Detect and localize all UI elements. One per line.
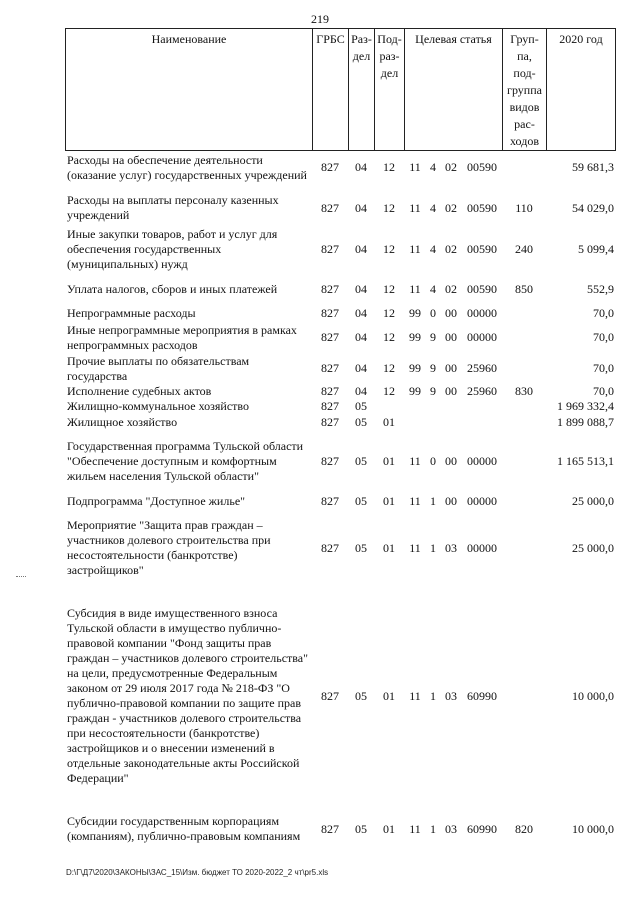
cell-d: 00000 — [467, 454, 497, 468]
header-name: Наименование — [66, 29, 313, 151]
cell-c: 03 — [445, 821, 457, 836]
header-year: 2020 год — [547, 29, 616, 151]
cell-sum: 1 165 513,1 — [557, 454, 614, 468]
cell-pr: 12 — [383, 384, 395, 398]
header-group: Груп- па, под- группа видов рас- ходов — [503, 29, 547, 151]
table-row — [65, 274, 615, 304]
cell-a: 99 — [409, 361, 421, 375]
cell-rz: 05 — [355, 414, 367, 429]
cell-grbs: 827 — [321, 821, 339, 836]
page-number: 219 — [311, 12, 329, 26]
cell-a: 11 — [409, 160, 421, 174]
cell-name: Непрограммные расходы — [67, 305, 196, 320]
cell-sum: 59 681,3 — [572, 160, 614, 174]
cell-grbs: 827 — [321, 493, 339, 508]
cell-rz: 04 — [355, 241, 367, 256]
cell-a: 11 — [409, 540, 421, 555]
cell-name: Расходы на выплаты персоналу казенных учреждений — [67, 193, 279, 222]
cell-b: 1 — [430, 688, 436, 703]
cell-c: 02 — [445, 281, 457, 296]
cell-pr: 12 — [383, 200, 395, 215]
cell-d: 00000 — [467, 305, 497, 320]
cell-pr: 01 — [383, 493, 395, 508]
cell-pr: 12 — [383, 361, 395, 375]
cell-c: 02 — [445, 200, 457, 215]
cell-name: Субсидии государственным корпорациям (компаниям), публично-правовым компаниям — [67, 814, 301, 843]
table-row — [65, 399, 615, 414]
cell-b: 9 — [430, 361, 436, 375]
cell-d: 00590 — [467, 241, 497, 256]
table-row — [65, 224, 615, 274]
cell-grbs: 827 — [321, 305, 339, 320]
cell-sum: 70,0 — [593, 361, 614, 375]
cell-a: 99 — [409, 384, 421, 398]
cell-grbs: 827 — [321, 384, 339, 398]
table-body — [65, 143, 615, 853]
table-row — [65, 192, 615, 224]
table-row — [65, 322, 615, 353]
cell-sum: 70,0 — [593, 305, 614, 320]
table-row — [65, 143, 615, 192]
cell-d: 00590 — [467, 281, 497, 296]
cell-grbs: 827 — [321, 160, 339, 174]
cell-rz: 05 — [355, 493, 367, 508]
cell-b: 4 — [430, 281, 436, 296]
cell-d: 25960 — [467, 361, 497, 375]
cell-a: 11 — [409, 688, 421, 703]
cell-rz: 04 — [355, 384, 367, 398]
cell-rz: 05 — [355, 399, 367, 413]
cell-b: 4 — [430, 200, 436, 215]
cell-b: 1 — [430, 540, 436, 555]
table-row — [65, 493, 615, 509]
cell-name: Государственная программа Тульской области "Обеспечение доступным и комфортным жильем населения Тульской области" — [67, 439, 304, 483]
cell-sum: 1 969 332,4 — [557, 399, 614, 413]
cell-pr: 01 — [383, 540, 395, 555]
cell-grp: 850 — [515, 281, 533, 296]
cell-name: Жилищно-коммунальное хозяйство — [67, 399, 250, 413]
cell-rz: 04 — [355, 361, 367, 375]
table-row — [65, 587, 615, 805]
cell-c: 03 — [445, 688, 457, 703]
cell-grp: 820 — [515, 821, 533, 836]
cell-sum: 25 000,0 — [572, 493, 614, 508]
cell-b: 4 — [430, 241, 436, 256]
cell-sum: 70,0 — [593, 330, 614, 344]
cell-c: 00 — [445, 330, 457, 344]
cell-rz: 04 — [355, 200, 367, 215]
cell-rz: 05 — [355, 540, 367, 555]
cell-d: 00000 — [467, 330, 497, 344]
cell-pr: 12 — [383, 241, 395, 256]
cell-sum: 10 000,0 — [572, 688, 614, 703]
cell-sum: 10 000,0 — [572, 821, 614, 836]
cell-pr: 01 — [383, 688, 395, 703]
cell-rz: 04 — [355, 281, 367, 296]
table-row — [65, 353, 615, 384]
cell-grbs: 827 — [321, 399, 339, 413]
table-header — [65, 28, 616, 151]
cell-d: 00590 — [467, 200, 497, 215]
cell-b: 1 — [430, 821, 436, 836]
header-razdel: Раз- дел — [349, 29, 375, 151]
cell-name: Иные закупки товаров, работ и услуг для обеспечения государственных (муниципальных) нужд — [67, 226, 278, 271]
header-podrazdel: Под- раз- дел — [375, 29, 405, 151]
cell-name: Иные непрограммные мероприятия в рамках непрограммных расходов — [67, 322, 297, 352]
table-row — [65, 384, 615, 399]
cell-name: Жилищное хозяйство — [67, 414, 178, 429]
cell-b: 1 — [430, 493, 436, 508]
cell-b: 4 — [430, 160, 436, 174]
cell-pr: 12 — [383, 281, 395, 296]
cell-name: Субсидия в виде имущественного взноса Тульской области в имущество публично-правовой компании "Фонд защиты прав граждан – участников долевого строительства" на цели, предусмотренные Федеральным законом от 29 июля 2017 года № 218-ФЗ "О публично-правовой компании по защите прав граждан - участников долевого строительства при несостоятельности (банкротстве) застройщиков и о внесении изменений в отдельные законодательные акты Российской Федерации" — [67, 606, 308, 785]
cell-a: 11 — [409, 454, 421, 468]
cell-grbs: 827 — [321, 241, 339, 256]
cell-b: 0 — [430, 454, 436, 468]
table-row — [65, 805, 615, 853]
cell-d: 00590 — [467, 160, 497, 174]
cell-grbs: 827 — [321, 688, 339, 703]
cell-sum: 1 899 088,7 — [557, 414, 614, 429]
cell-grp: 830 — [515, 384, 533, 398]
cell-rz: 04 — [355, 160, 367, 174]
cell-d: 25960 — [467, 384, 497, 398]
cell-d: 60990 — [467, 688, 497, 703]
cell-c: 00 — [445, 454, 457, 468]
table-row — [65, 304, 615, 322]
cell-c: 00 — [445, 493, 457, 508]
header-grbs: ГРБС — [313, 29, 349, 151]
cell-a: 11 — [409, 241, 421, 256]
cell-name: Уплата налогов, сборов и иных платежей — [67, 281, 278, 296]
cell-c: 03 — [445, 540, 457, 555]
cell-pr: 01 — [383, 414, 395, 429]
cell-b: 9 — [430, 330, 436, 344]
table-row — [65, 414, 615, 430]
cell-d: 60990 — [467, 821, 497, 836]
cell-a: 11 — [409, 493, 421, 508]
cell-grbs: 827 — [321, 330, 339, 344]
cell-sum: 5 099,4 — [578, 241, 614, 256]
table-row — [65, 509, 615, 587]
cell-c: 00 — [445, 305, 457, 320]
cell-rz: 05 — [355, 821, 367, 836]
cell-grbs: 827 — [321, 281, 339, 296]
footer-file-path: D:\Г\Д7\2020\ЗАКОНЫ\ЗАС_15\Изм. бюджет ТО 2020-2022_2 чт\pr5.xls — [66, 868, 329, 877]
cell-d: 00000 — [467, 540, 497, 555]
cell-grbs: 827 — [321, 454, 339, 468]
cell-a: 11 — [409, 281, 421, 296]
cell-a: 11 — [409, 821, 421, 836]
cell-c: 02 — [445, 241, 457, 256]
cell-sum: 25 000,0 — [572, 540, 614, 555]
cell-rz: 04 — [355, 305, 367, 320]
cell-pr: 12 — [383, 305, 395, 320]
cell-rz: 05 — [355, 454, 367, 468]
cell-rz: 05 — [355, 688, 367, 703]
cell-a: 11 — [409, 200, 421, 215]
margin-mark — [16, 576, 26, 578]
cell-pr: 01 — [383, 454, 395, 468]
cell-c: 00 — [445, 361, 457, 375]
cell-b: 9 — [430, 384, 436, 398]
cell-grbs: 827 — [321, 414, 339, 429]
cell-c: 02 — [445, 160, 457, 174]
cell-pr: 12 — [383, 160, 395, 174]
cell-rz: 04 — [355, 330, 367, 344]
cell-name: Мероприятие "Защита прав граждан – участников долевого строительства при несостоятельности (банкротстве) застройщиков" — [67, 518, 271, 577]
cell-name: Расходы на обеспечение деятельности (оказание услуг) государственных учреждений — [67, 152, 307, 182]
cell-sum: 552,9 — [587, 281, 614, 296]
header-target: Целевая статья — [405, 29, 503, 151]
cell-a: 99 — [409, 330, 421, 344]
cell-name: Исполнение судебных актов — [67, 384, 212, 398]
table-row — [65, 430, 615, 493]
cell-b: 0 — [430, 305, 436, 320]
cell-pr: 12 — [383, 330, 395, 344]
cell-grbs: 827 — [321, 361, 339, 375]
cell-name: Подпрограмма "Доступное жилье" — [67, 493, 246, 508]
cell-grp: 240 — [515, 241, 533, 256]
cell-grp: 110 — [515, 200, 533, 215]
cell-grbs: 827 — [321, 540, 339, 555]
cell-name: Прочие выплаты по обязательствам государства — [67, 353, 250, 383]
cell-sum: 70,0 — [593, 384, 614, 398]
cell-a: 99 — [409, 305, 421, 320]
cell-sum: 54 029,0 — [572, 200, 614, 215]
cell-c: 00 — [445, 384, 457, 398]
cell-grbs: 827 — [321, 200, 339, 215]
cell-d: 00000 — [467, 493, 497, 508]
cell-pr: 01 — [383, 821, 395, 836]
